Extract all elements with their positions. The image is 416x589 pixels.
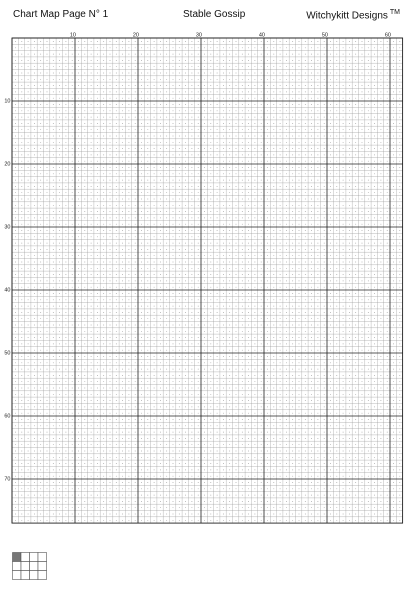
preview-page-cell	[21, 562, 30, 571]
page-label: Chart Map Page N° 1	[13, 9, 109, 20]
preview-page-cell	[21, 553, 30, 562]
top-axis-label: 10	[69, 32, 76, 39]
designer-text: Witchykitt Designs	[306, 10, 388, 22]
preview-page-cell	[38, 571, 47, 580]
left-axis-label: 20	[4, 161, 11, 168]
top-axis-label: 50	[321, 32, 328, 39]
preview-page-cell	[30, 562, 39, 571]
top-axis-label: 40	[258, 32, 265, 39]
preview-current-page	[13, 553, 22, 562]
preview-page-cell	[13, 571, 22, 580]
trademark-mark: TM	[389, 9, 400, 16]
fabric-dots	[15, 41, 400, 521]
preview-page-cell	[13, 562, 22, 571]
top-axis-label: 60	[384, 32, 391, 39]
left-axis-label: 10	[4, 98, 11, 105]
top-axis-label: 30	[195, 32, 202, 39]
page-position-preview	[12, 552, 48, 582]
preview-page-cell	[30, 571, 39, 580]
preview-page-cell	[38, 553, 47, 562]
left-axis-label: 50	[4, 350, 11, 357]
left-axis-label: 60	[4, 413, 11, 420]
preview-page-cell	[21, 571, 30, 580]
top-axis-label: 20	[132, 32, 139, 39]
minor-grid-lines	[12, 38, 403, 523]
left-axis-label: 70	[4, 476, 11, 483]
chart-title: Stable Gossip	[183, 9, 246, 20]
preview-page-cell	[38, 562, 47, 571]
left-axis-label: 30	[4, 224, 11, 231]
preview-page-cell	[30, 553, 39, 562]
left-axis-label: 40	[4, 287, 11, 294]
